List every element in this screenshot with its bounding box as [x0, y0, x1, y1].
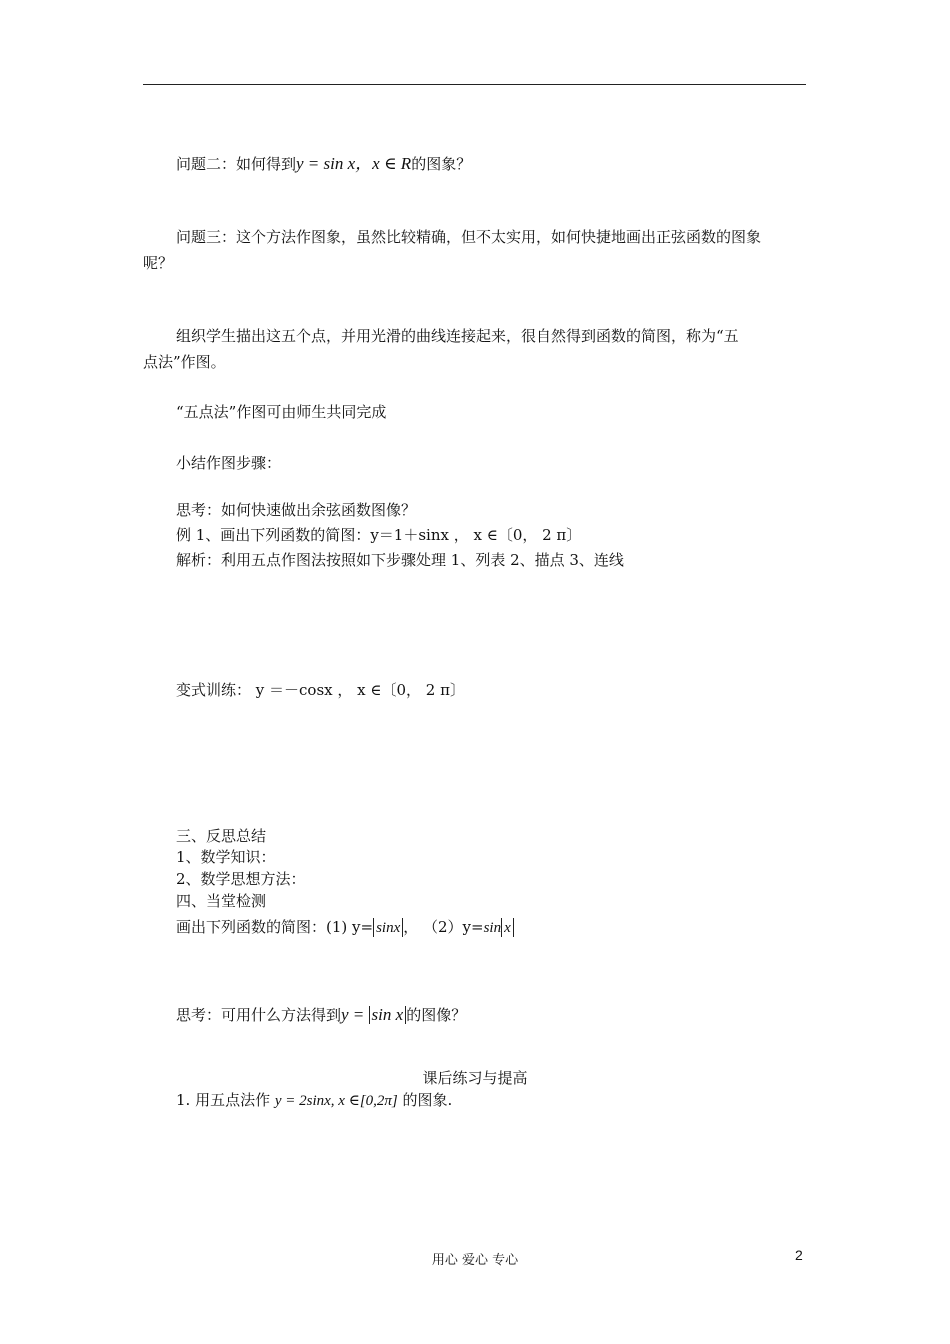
question-two: 问题二：如何得到y = sin x，x ∈ R的图象？: [176, 154, 472, 173]
summary-steps: 小结作图步骤：: [176, 454, 282, 472]
item-math-knowledge: 1、数学知识：: [176, 848, 276, 866]
formula-abs-sin: y = sin x: [341, 1005, 406, 1024]
question-three-line1: 问题三：这个方法作图象，虽然比较精确，但不太实用，如何快捷地画出正弦函数的图象: [176, 228, 762, 246]
variant-training: 变式训练： y ＝－cosx ， x ∈〔0， 2 π〕: [176, 681, 465, 699]
organize-line1: 组织学生描出这五个点，并用光滑的曲线连接起来，很自然得到函数的简图，称为“五: [176, 327, 739, 345]
page-number: 2: [795, 1247, 803, 1263]
analysis: 解析：利用五点作图法按照如下步骤处理 1、列表 2、描点 3、连线: [176, 551, 624, 569]
abs-sinx: sinx: [373, 918, 403, 937]
formula-2sinx: y = 2sinx, x ∈[0,2π]: [274, 1093, 398, 1109]
example-one: 例 1、画出下列函数的简图：y＝1＋sinx ， x ∈〔0， 2 π〕: [176, 526, 582, 544]
section-class-test: 四、当堂检测: [176, 892, 267, 910]
draw-graphs: 画出下列函数的简图：(1) y= sinx ， （2）y=sin x: [176, 916, 514, 939]
question-three-line2: 呢？: [143, 254, 174, 272]
formula-y-sinx: y = sin x，x ∈ R: [296, 154, 412, 173]
five-point-method: “五点法”作图可由师生共同完成: [176, 403, 387, 421]
section-reflection: 三、反思总结: [176, 827, 267, 845]
footer-text: 用心 爱心 专心: [431, 1253, 519, 1268]
organize-line2: 点法”作图。: [143, 353, 226, 371]
think-cosine: 思考：如何快速做出余弦函数图像？: [176, 501, 417, 519]
exercise-one: 1. 用五点法作 y = 2sinx, x ∈[0,2π] 的图象.: [176, 1091, 453, 1109]
abs-x: x: [501, 918, 514, 937]
header-rule: [143, 84, 806, 85]
think-abs-sin: 思考：可用什么方法得到y = sin x 的图像？: [176, 1005, 467, 1024]
item-math-methods: 2、数学思想方法：: [176, 870, 306, 888]
exercise-title: 课后练习与提高: [422, 1069, 528, 1087]
